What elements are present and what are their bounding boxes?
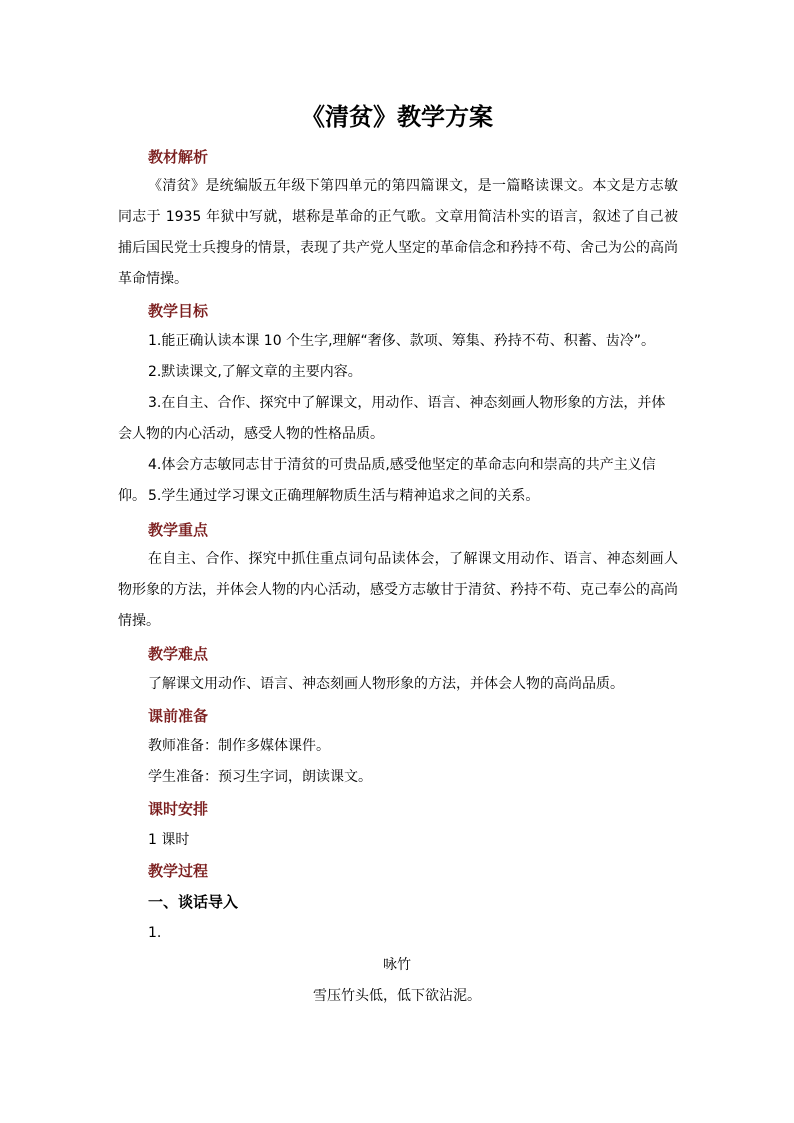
poem-line-1: 雪压竹头低，低下欲沾泥。: [313, 988, 481, 1004]
paragraph-key-points: 在自主、合作、探究中抓住重点词句品读体会，了解课文用动作、语言、神态刻画人物形象的方法，并体会人物的内心活动，感受方志敏甘于清贫、矜持不苟、克己奉公的高尚情操。: [118, 551, 678, 629]
heading-analysis: 教材解析: [148, 148, 209, 166]
goal-item-3: 3.在自主、合作、探究中了解课文，用动作、语言、神态刻画人物形象的方法，并体会人物的内心活动，感受人物的性格品质。: [118, 395, 666, 442]
heading-process: 教学过程: [148, 862, 209, 880]
goal-item-2: 2.默读课文,了解文章的主要内容。: [148, 364, 362, 380]
heading-preparation: 课前准备: [148, 707, 209, 725]
goal-item-4: 4.体会方志敏同志甘于清贫的可贵品质,感受他坚定的革命志向和崇高的共产主义信仰。: [118, 457, 656, 504]
poem-title: 咏竹: [383, 957, 411, 973]
heading-schedule: 课时安排: [148, 800, 209, 818]
goal-item-5: 5.学生通过学习课文正确理解物质生活与精神追求之间的关系。: [148, 488, 540, 504]
process-step1-item: 1.: [148, 925, 162, 941]
preparation-teacher: 教师准备：制作多媒体课件。: [148, 738, 330, 754]
paragraph-analysis: 《清贫》是统编版五年级下第四单元的第四篇课文，是一篇略读课文。本文是方志敏同志于 1935 年狱中写就，堪称是革命的正气歌。文章用简洁朴实的语言，叙述了自己被捕后国民党士兵搜身的情景，表现了共产党人坚定的革命信念和矜持不苟、舍己为公的高尚革命情操。: [118, 178, 678, 287]
heading-difficulties: 教学难点: [148, 645, 209, 663]
paragraph-difficulties: 了解课文用动作、语言、神态刻画人物形象的方法，并体会人物的高尚品质。: [148, 676, 624, 692]
goal-item-1: 1.能正确认读本课 10 个生字,理解“奢侈、款项、筹集、矜持不苟、积蓄、齿冷”。: [148, 333, 656, 349]
heading-key-points: 教学重点: [148, 521, 209, 539]
document-title: 《清贫》教学方案: [301, 102, 493, 131]
preparation-student: 学生准备：预习生字词，朗读课文。: [148, 769, 372, 785]
process-step1-heading: 一、谈话导入: [148, 893, 239, 911]
heading-goals: 教学目标: [148, 302, 209, 320]
schedule-text: 1 课时: [148, 832, 190, 848]
